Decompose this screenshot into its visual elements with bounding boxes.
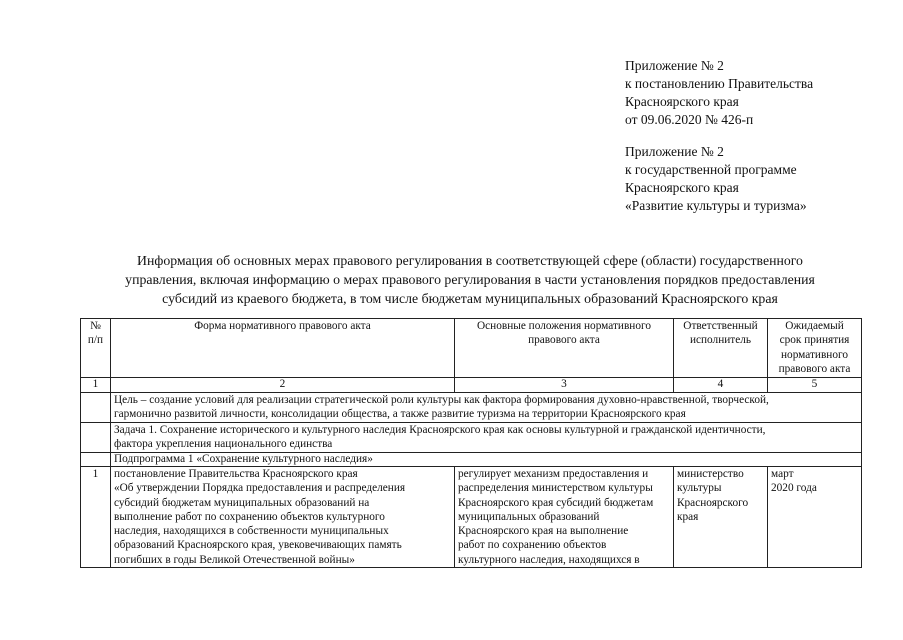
header-cell-provisions [455,319,674,378]
goal-text: Цель – создание условий для реализации стратегической роли культуры как фактора формирования духовно-нравственной, творческой, [114,394,769,406]
column-number: 5 [768,378,862,393]
header-cell-form [111,319,455,378]
executor-text: Красноярского [677,496,749,509]
appendix-line: «Развитие культуры и туризма» [625,198,807,213]
header-cell-deadline [768,319,862,378]
executor-text: министерство [677,468,744,480]
column-numbers-row [81,378,862,393]
title-line: субсидий из краевого бюджета, в том числе бюджетам муниципальных образований Красноярского края [162,291,778,306]
provisions-cell [455,467,674,568]
task-empty-cell [81,423,111,453]
appendix-line: к постановлению Правительства [625,76,814,91]
appendix-line: к государственной программе [625,162,797,177]
appendix-line: Красноярского края [625,94,739,109]
deadline-text: март [771,468,794,480]
appendix-line: Приложение № 2 [625,144,724,159]
header-text: п/п [87,334,104,347]
goal-text: гармонично развитой личности, консолидации общества, а также развитие туризма на территории Красноярского края [114,408,686,421]
document-title [60,251,880,308]
appendix-resolution-block [625,57,813,129]
provisions-text: Красноярского края на выполнение [458,525,629,538]
goal-row [81,393,862,423]
appendix-line: от 09.06.2020 № 426-п [625,112,754,127]
provisions-text: распределения министерством культуры [458,482,653,495]
provisions-text: культурного наследия, находящихся в [458,553,640,566]
executor-cell [674,467,768,568]
executor-text: края [677,510,699,523]
provisions-text: регулирует механизм предоставления и [458,468,649,480]
provisions-text: Красноярского края субсидий бюджетам [458,496,654,509]
provisions-text: работ по сохранению объектов [458,539,607,552]
header-text: Ожидаемый [785,320,844,332]
title-line: управления, включая информацию о мерах правового регулирования в части установления порядков предоставления [125,272,815,287]
act-form-cell [111,467,455,568]
subprogram-row [81,453,862,467]
header-text: правового акта [528,334,600,347]
column-number: 1 [81,378,111,393]
act-form-text: «Об утверждении Порядка предоставления и распределения [114,482,406,495]
task-row [81,423,862,453]
row-number: 1 [81,467,111,568]
act-form-text: субсидий бюджетам муниципальных образований на [114,496,370,509]
subprogram-empty-cell [81,453,111,467]
act-form-text: постановление Правительства Красноярского края [114,468,358,480]
goal-cell [111,393,862,423]
act-form-text: погибших в годы Великой Отечественной войны» [114,553,355,566]
task-text: фактора укрепления национального единства [114,438,333,451]
header-text: Форма нормативного правового акта [194,320,371,332]
column-number: 2 [111,378,455,393]
act-form-text: образований Красноярского края, увековечивающих память [114,539,402,552]
provisions-text: муниципальных образований [458,510,600,523]
table-row [81,467,862,568]
header-cell-number [81,319,111,378]
task-text: Задача 1. Сохранение исторического и культурного наследия Красноярского края как основы культурной и гражданской идентичности, [114,424,766,436]
column-number: 3 [455,378,674,393]
appendix-program-block [625,143,807,215]
executor-text: культуры [677,482,722,495]
table-header-row [81,319,862,378]
title-line: Информация об основных мерах правового регулирования в соответствующей сфере (области) государственного [137,253,803,268]
header-text: Ответственный [683,320,758,332]
appendix-line: Красноярского края [625,180,739,195]
legal-measures-table [80,318,862,568]
header-text: № [90,320,101,332]
deadline-text: 2020 года [771,482,817,495]
header-text: исполнитель [689,334,752,347]
appendix-line: Приложение № 2 [625,58,724,73]
header-text: нормативного [781,348,848,361]
header-cell-executor [674,319,768,378]
task-cell [111,423,862,453]
act-form-text: наследия, находящихся в собственности муниципальных [114,525,389,538]
goal-empty-cell [81,393,111,423]
column-number: 4 [674,378,768,393]
act-form-text: выполнение работ по сохранению объектов культурного [114,510,385,523]
header-text: Основные положения нормативного [477,320,651,332]
subprogram-cell: Подпрограмма 1 «Сохранение культурного наследия» [111,453,862,467]
header-text: срок принятия [779,334,850,347]
header-text: правового акта [778,362,851,375]
deadline-cell [768,467,862,568]
